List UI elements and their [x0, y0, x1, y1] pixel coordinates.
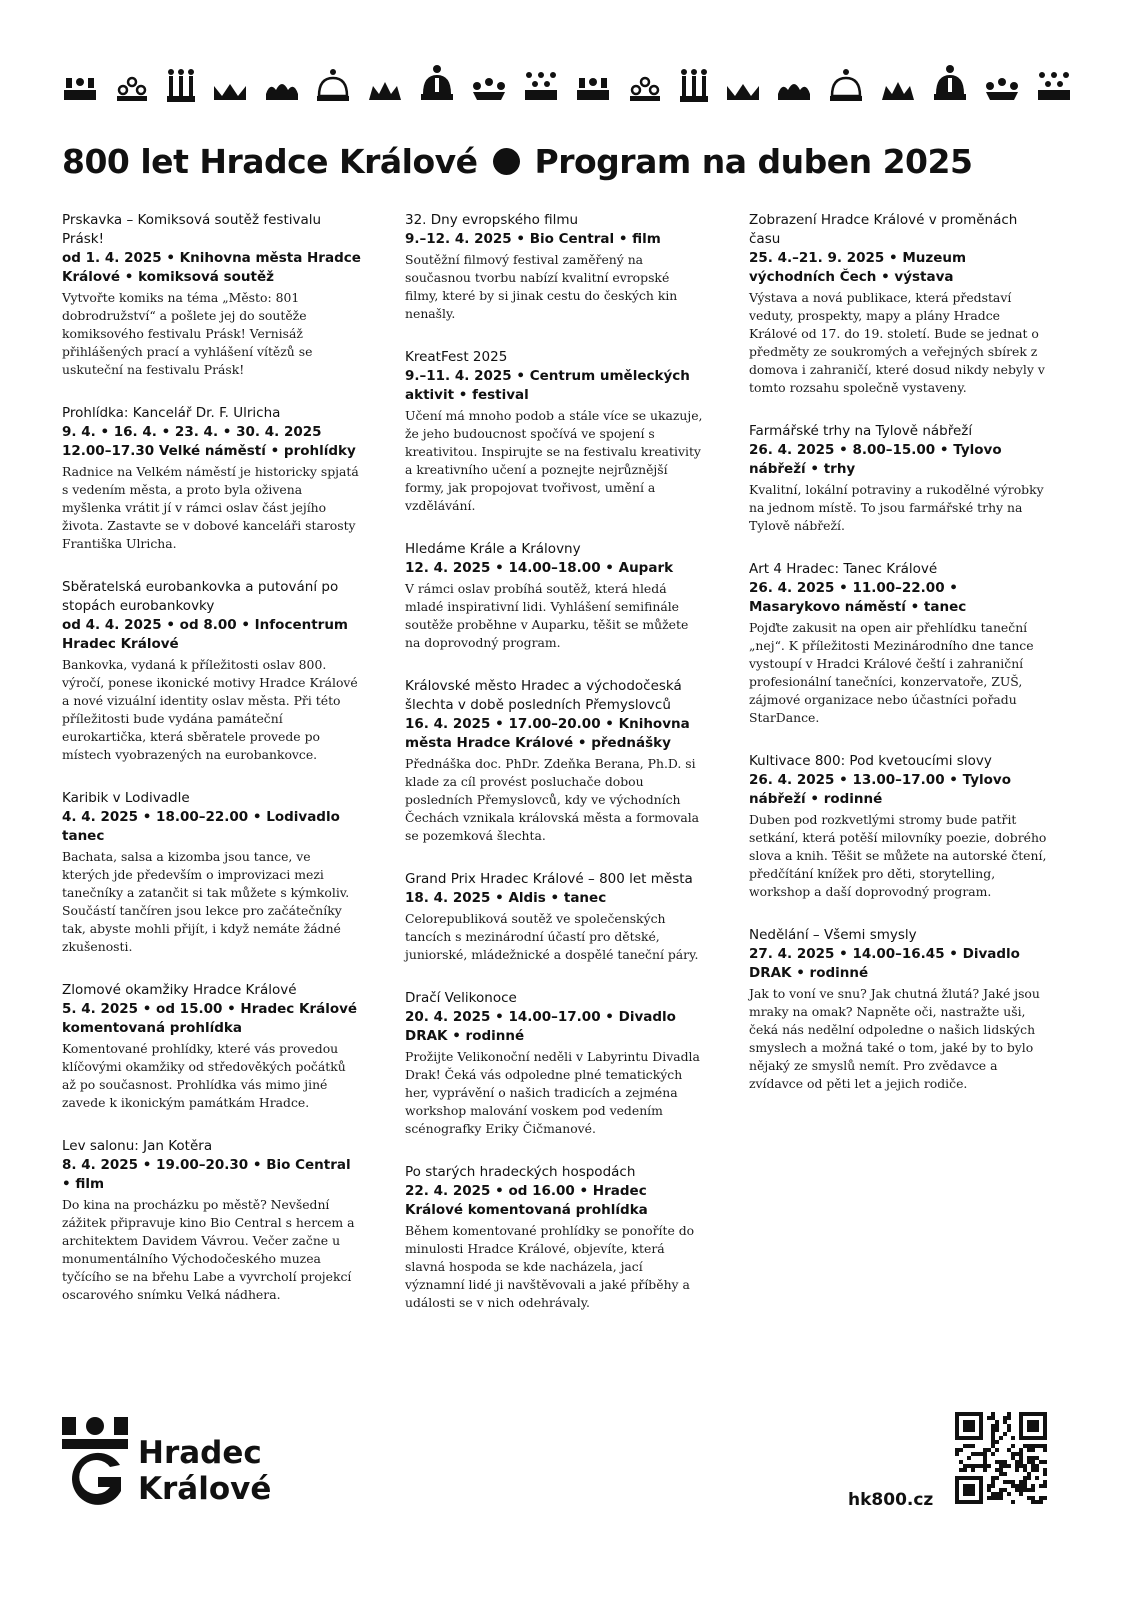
crown-icon — [776, 72, 812, 104]
event-description: Komentované prohlídky, které vás provedou klíčovými okamžiky od středověkých počátků až po současnost. Prohlídka vás mimo jiné zavede k ikonickým památkám Hradce. — [62, 1041, 346, 1110]
event-meta: 9.–12. 4. 2025 • Bio Central • film — [405, 231, 661, 247]
logo-line-1: Hradec — [138, 1435, 262, 1471]
event-name: 32. Dny evropského filmu — [405, 212, 579, 228]
event-description: Přednáška doc. PhDr. Zdeňka Berana, Ph.D. si klade za cíl provést posluchače dobou posledních Přemyslovců, kdy ve východních Čechách vznikala královská města a formovala se pozemková šlechta. — [405, 756, 700, 843]
crown-ornament-row — [62, 64, 1072, 104]
crown-icon — [984, 72, 1020, 104]
event-item — [62, 1137, 362, 1304]
event-meta: 4. 4. 2025 • 18.00–22.00 • Lodivadlo tanec — [62, 809, 340, 844]
crown-icon — [212, 72, 248, 104]
crown-icon — [62, 72, 98, 104]
event-meta: od 4. 4. 2025 • od 8.00 • Infocentrum Hradec Králové — [62, 617, 348, 652]
event-description: Bachata, salsa a kizomba jsou tance, ve kterých jde především o improvizaci mezi tanečníky a zatančit si tak můžete s kýmkoliv. Součástí tančíren jsou lekce pro začátečníky tak, abyste mohli přijít, i když nemáte žádné zkušenosti. — [62, 849, 350, 954]
page-title — [62, 142, 1082, 181]
event-item — [405, 989, 705, 1138]
crown-icon — [575, 72, 611, 104]
crown-icon — [725, 72, 761, 104]
event-description: Bankovka, vydaná k příležitosti oslav 800. výročí, ponese ikonické motivy Hradce Králové a nové vizuální identity oslav města. Při této příležitosti bude vydána památeční eurokartička, která sběratele provede po místech vyobrazených na eurobankovce. — [62, 657, 358, 762]
crown-icon — [932, 64, 968, 104]
event-description: Prožijte Velikonoční neděli v Labyrintu Divadla Drak! Čeká vás odpoledne plné tematických her, vyprávění o našich tradicích a zejména workshop malování voskem pod vedením scénografky Eriky Čičmanové. — [405, 1049, 700, 1136]
program-column-2 — [405, 211, 705, 1337]
event-name: Sběratelská eurobankovka a putování po stopách eurobankovky — [62, 579, 339, 614]
crown-icon — [166, 68, 196, 104]
crown-icon — [419, 64, 455, 104]
program-column-3 — [749, 211, 1049, 1118]
event-item — [405, 677, 705, 845]
event-item — [405, 540, 705, 652]
event-name: Grand Prix Hradec Králové – 800 let města — [405, 871, 693, 887]
event-item — [405, 870, 705, 964]
crown-icon — [627, 72, 663, 104]
event-meta: 22. 4. 2025 • od 16.00 • Hradec Králové komentovaná prohlídka — [405, 1183, 648, 1218]
event-description: Soutěžní filmový festival zaměřený na současnou tvorbu nabízí kvalitní evropské filmy, které by si jinak cestu do českých kin nenašly. — [405, 252, 678, 321]
title-right: Program na duben 2025 — [534, 142, 973, 181]
event-description: Radnice na Velkém náměstí je historicky spjatá s vedením města, a proto byla oživena myšlenka vrátit jí v rámci oslav část jejího života. Zastavte se v dobové kanceláři starosty Františka Ulricha. — [62, 464, 359, 551]
event-name: Zobrazení Hradce Králové v proměnách času — [749, 212, 1018, 247]
title-left: 800 let Hradce Králové — [62, 142, 478, 181]
event-meta: 25. 4.–21. 9. 2025 • Muzeum východních Čech • výstava — [749, 250, 967, 285]
event-meta: 26. 4. 2025 • 8.00–15.00 • Tylovo nábřeží • trhy — [749, 442, 1002, 477]
event-item — [62, 789, 362, 956]
crown-icon — [471, 72, 507, 104]
crown-icon — [264, 72, 300, 104]
event-description: Kvalitní, lokální potraviny a rukodělné výrobky na jednom místě. To jsou farmářské trhy na Tylově nábřeží. — [749, 482, 1044, 533]
event-name: Prohlídka: Kancelář Dr. F. Ulricha — [62, 405, 281, 421]
event-item — [62, 578, 362, 764]
event-item — [405, 348, 705, 515]
crown-icon — [523, 70, 559, 104]
event-item — [405, 1163, 705, 1312]
event-name: Královské město Hradec a východočeská šlechta v době posledních Přemyslovců — [405, 678, 682, 713]
event-description: Výstava a nová publikace, která představí veduty, prospekty, mapy a plány Hradce Králové od 17. do 19. století. Bude se jednat o předměty ze soukromých a veřejných sbírek z domova i zahraničí, které dosud nikdy nebyly v tomto rozsahu společně vystaveny. — [749, 290, 1045, 395]
event-name: Farmářské trhy na Tylově nábřeží — [749, 423, 973, 439]
event-item — [62, 211, 362, 379]
event-name: Nedělání – Všemi smysly — [749, 927, 917, 943]
logo-line-2: Králové — [138, 1471, 272, 1507]
event-meta: od 1. 4. 2025 • Knihovna města Hradce Králové • komiksová soutěž — [62, 250, 361, 285]
logo-text — [138, 1435, 271, 1507]
event-item — [749, 422, 1049, 535]
title-separator-dot — [493, 148, 520, 175]
event-meta: 12. 4. 2025 • 14.00–18.00 • Aupark — [405, 560, 674, 576]
event-item — [62, 404, 362, 553]
event-description: Vytvořte komiks na téma „Město: 801 dobrodružství“ a pošlete jej do soutěže komiksového festivalu Prásk! Vernisáž přihlášených prací a vyhlášení vítězů se uskuteční na festivalu Prásk! — [62, 290, 313, 377]
crown-icon — [679, 68, 709, 104]
event-meta: 26. 4. 2025 • 13.00–17.00 • Tylovo nábřeží • rodinné — [749, 772, 1012, 807]
event-name: Karibik v Lodivadle — [62, 790, 190, 806]
event-name: KreatFest 2025 — [405, 349, 508, 365]
qr-code[interactable] — [955, 1412, 1047, 1504]
event-meta: 8. 4. 2025 • 19.00–20.30 • Bio Central • film — [62, 1157, 351, 1192]
event-meta: 26. 4. 2025 • 11.00–22.00 • Masarykovo náměstí • tanec — [749, 580, 967, 615]
event-name: Zlomové okamžiky Hradce Králové — [62, 982, 297, 998]
event-description: Do kina na procházku po městě? Nevšední zážitek připravuje kino Bio Central s hercem a architektem Davidem Vávrou. Večer začne u monumentálního Východočeského muzea tyčícího se na břehu Labe a vyvrcholí projekcí oscarového snímku Velká nádhera. — [62, 1197, 355, 1302]
event-meta: 16. 4. 2025 • 17.00–20.00 • Knihovna města Hradce Králové • přednášky — [405, 716, 690, 751]
event-description: Duben pod rozkvetlými stromy bude patřit setkání, která potěší milovníky poezie, dobrého slova a knih. Těšit se můžete na autorské čtení, předčítání knížek pro děti, storytelling, workshop a daší doprovodný program. — [749, 812, 1047, 899]
crown-icon — [1036, 70, 1072, 104]
website-url[interactable]: hk800.cz — [848, 1490, 934, 1510]
event-description: Během komentované prohlídky se ponoříte do minulosti Hradce Králové, objevíte, která slavná hospoda se kde nacházela, jací významní lidé ji navštěvovali a jaké příběhy a události se v nich odehrávaly. — [405, 1223, 695, 1310]
logo-crown-g-icon — [62, 1415, 128, 1511]
event-description: Celorepubliková soutěž ve společenských tancích s mezinárodní účastí pro dětské, juniorské, mládežnické a dospělé taneční páry. — [405, 911, 699, 962]
event-name: Kultivace 800: Pod kvetoucími slovy — [749, 753, 992, 769]
event-meta: 27. 4. 2025 • 14.00–16.45 • Divadlo DRAK • rodinné — [749, 946, 1020, 981]
event-meta: 9. 4. • 16. 4. • 23. 4. • 30. 4. 2025 12.00–17.30 Velké náměstí • prohlídky — [62, 424, 356, 459]
program-column-1 — [62, 211, 362, 1329]
event-meta: 18. 4. 2025 • Aldis • tanec — [405, 890, 607, 906]
event-item — [749, 926, 1049, 1093]
event-item — [749, 752, 1049, 901]
event-name: Lev salonu: Jan Kotěra — [62, 1138, 213, 1154]
event-description: Pojďte zakusit na open air přehlídku taneční „nej“. K příležitosti Mezinárodního dne tance vystoupí v Hradci Králové čeští i zahraniční profesionální tanečníci, konzervatoře, ZUŠ, zájmové organizace nebo účastníci pořadu StarDance. — [749, 620, 1034, 725]
crown-icon — [114, 72, 150, 104]
event-description: Jak to voní ve snu? Jak chutná žlutá? Jaké jsou mraky na omak? Napněte oči, nastražte uši, čeká nás nedělní odpoledne o našich lidských smyslech a možná také o tom, jaké by to bylo nějaký ze smyslů nemít. Pro zvědavce a zvídavce od pěti let a jejich rodiče. — [749, 986, 1040, 1091]
event-item — [749, 560, 1049, 727]
event-item — [62, 981, 362, 1112]
event-item — [749, 211, 1049, 397]
event-meta: 9.–11. 4. 2025 • Centrum uměleckých aktivit • festival — [405, 368, 690, 403]
event-meta: 20. 4. 2025 • 14.00–17.00 • Divadlo DRAK • rodinné — [405, 1009, 676, 1044]
event-name: Art 4 Hradec: Tanec Králové — [749, 561, 938, 577]
event-name: Prskavka – Komiksová soutěž festivalu Prásk! — [62, 212, 322, 247]
crown-icon — [367, 72, 403, 104]
event-name: Dračí Velikonoce — [405, 990, 517, 1006]
crown-icon — [880, 72, 916, 104]
event-meta: 5. 4. 2025 • od 15.00 • Hradec Králové komentovaná prohlídka — [62, 1001, 358, 1036]
crown-icon — [315, 68, 351, 104]
event-item — [405, 211, 705, 323]
crown-icon — [828, 68, 864, 104]
event-description: Učení má mnoho podob a stále více se ukazuje, že jeho budoucnost spočívá ve spojení s kreativitou. Inspirujte se na festivalu kreativity a kreativního učení a poznejte nejrůznější formy, jak propojovat tvořivost, umění a vzdělávání. — [405, 408, 703, 513]
event-description: V rámci oslav probíhá soutěž, která hledá mladé inspirativní lidi. Vyhlášení semifinále soutěže proběhne v Auparku, těšit se můžete na doprovodný program. — [405, 581, 689, 650]
event-name: Hledáme Krále a Královny — [405, 541, 581, 557]
event-name: Po starých hradeckých hospodách — [405, 1164, 636, 1180]
